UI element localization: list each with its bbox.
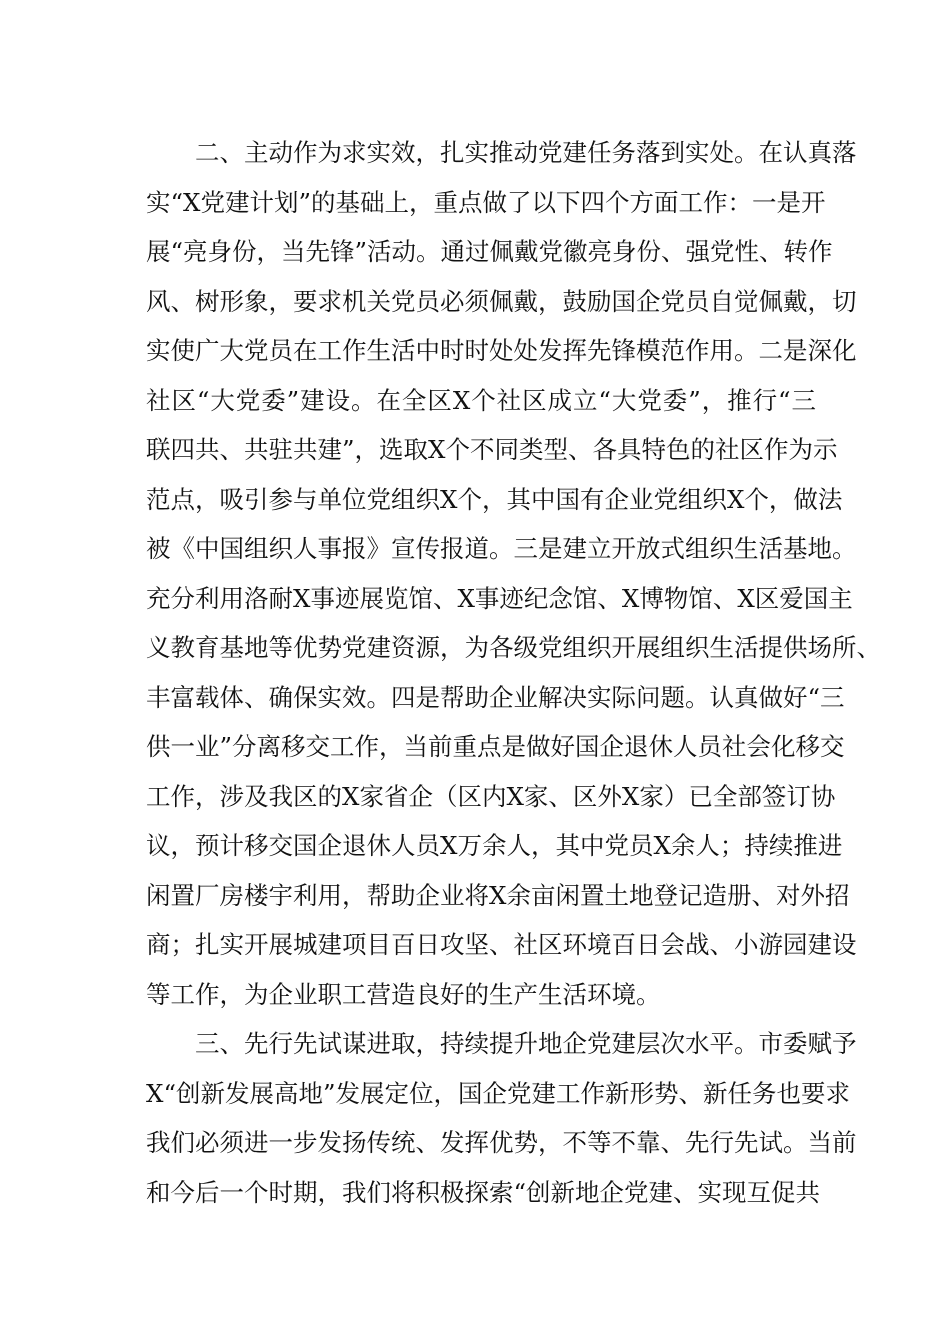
paragraph-line: 闲置厂房楼宇利用，帮助企业将X余亩闲置土地登记造册、对外招 (146, 880, 850, 910)
paragraph-line: X“创新发展高地”发展定位，国企党建工作新形势、新任务也要求 (146, 1078, 850, 1108)
paragraph-line: 范点，吸引参与单位党组织X个，其中国有企业党组织X个，做法 (146, 484, 843, 514)
paragraph-line: 展“亮身份，当先锋”活动。通过佩戴党徽亮身份、强党性、转作 (146, 237, 833, 266)
paragraph-line: 丰富载体、确保实效。四是帮助企业解决实际问题。认真做好“三 (146, 682, 845, 712)
paragraph-line: 充分利用洛耐X事迹展览馆、X事迹纪念馆、X博物馆、X区爱国主 (146, 583, 853, 613)
paragraph-line: 和今后一个时期，我们将积极探索“创新地企党建、实现互促共 (146, 1177, 821, 1207)
paragraph-line: 供一业”分离移交工作，当前重点是做好国企退休人员社会化移交 (146, 732, 845, 761)
paragraph-line: 被《中国组织人事报》宣传报道。三是建立开放式组织生活基地。 (146, 534, 857, 563)
paragraph-line: 社区“大党委”建设。在全区X个社区成立“大党委”，推行“三 (146, 385, 816, 415)
paragraph-line: 三、先行先试谋进取，持续提升地企党建层次水平。市委赋予 (195, 1029, 857, 1058)
paragraph-line: 义教育基地等优势党建资源，为各级党组织开展组织生活提供场所、 (146, 633, 881, 662)
paragraph-line: 我们必须进一步发扬传统、发挥优势，不等不靠、先行先试。当前 (146, 1128, 857, 1157)
paragraph-line: 实“X党建计划”的基础上，重点做了以下四个方面工作：一是开 (146, 187, 826, 217)
paragraph-line: 等工作，为企业职工营造良好的生产生活环境。 (146, 979, 661, 1009)
paragraph-line: 工作，涉及我区的X家省企（区内X家、区外X家）已全部签订协 (146, 781, 836, 811)
paragraph-line: 二、主动作为求实效，扎实推动党建任务落到实处。在认真落 (195, 138, 857, 167)
document-body (146, 128, 881, 1217)
paragraph-line: 联四共、共驻共建”，选取X个不同类型、各具特色的社区作为示 (146, 435, 838, 464)
paragraph-line: 实使广大党员在工作生活中时时处处发挥先锋模范作用。二是深化 (146, 336, 857, 365)
paragraph-line: 议，预计移交国企退休人员X万余人，其中党员X余人；持续推进 (146, 831, 843, 860)
paragraph-section-2 (146, 128, 881, 1019)
paragraph-section-3 (146, 1019, 857, 1217)
paragraph-line: 商；扎实开展城建项目百日攻坚、社区环境百日会战、小游园建设 (146, 930, 857, 959)
paragraph-line: 风、树形象，要求机关党员必须佩戴，鼓励国企党员自觉佩戴，切 (146, 286, 857, 316)
